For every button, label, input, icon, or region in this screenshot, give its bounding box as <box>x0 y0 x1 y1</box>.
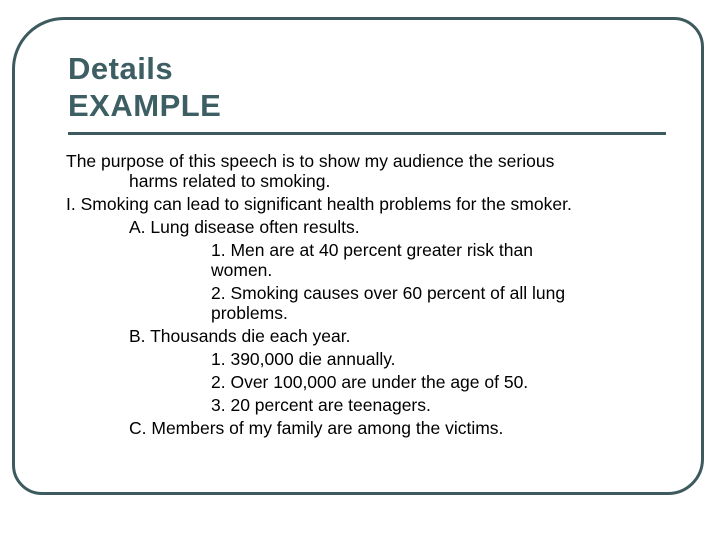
outline-body <box>66 151 666 438</box>
subpoint-a: A. Lung disease often results. <box>129 217 360 237</box>
subpoint-c: C. Members of my family are among the victims. <box>129 418 504 438</box>
purpose-line-1: The purpose of this speech is to show my audience the serious <box>66 151 555 171</box>
subpoint-b-1: 1. 390,000 die annually. <box>211 349 396 369</box>
subpoint-b: B. Thousands die each year. <box>129 326 351 346</box>
subpoint-b-3: 3. 20 percent are teenagers. <box>211 395 431 415</box>
subpoint-b-2: 2. Over 100,000 are under the age of 50. <box>211 372 529 392</box>
subpoint-a-2-line-1: 2. Smoking causes over 60 percent of all lung <box>211 283 566 303</box>
purpose-line-2: harms related to smoking. <box>129 171 331 191</box>
subpoint-a-1-line-1: 1. Men are at 40 percent greater risk than <box>211 240 533 260</box>
title-divider <box>68 132 666 135</box>
subpoint-a-1-line-2: women. <box>211 260 273 280</box>
title-line-2: EXAMPLE <box>68 88 222 123</box>
main-point-1: I. Smoking can lead to significant health problems for the smoker. <box>66 194 572 214</box>
slide-title <box>68 50 221 124</box>
subpoint-a-2-line-2: problems. <box>211 303 288 323</box>
title-line-1: Details <box>68 51 174 86</box>
